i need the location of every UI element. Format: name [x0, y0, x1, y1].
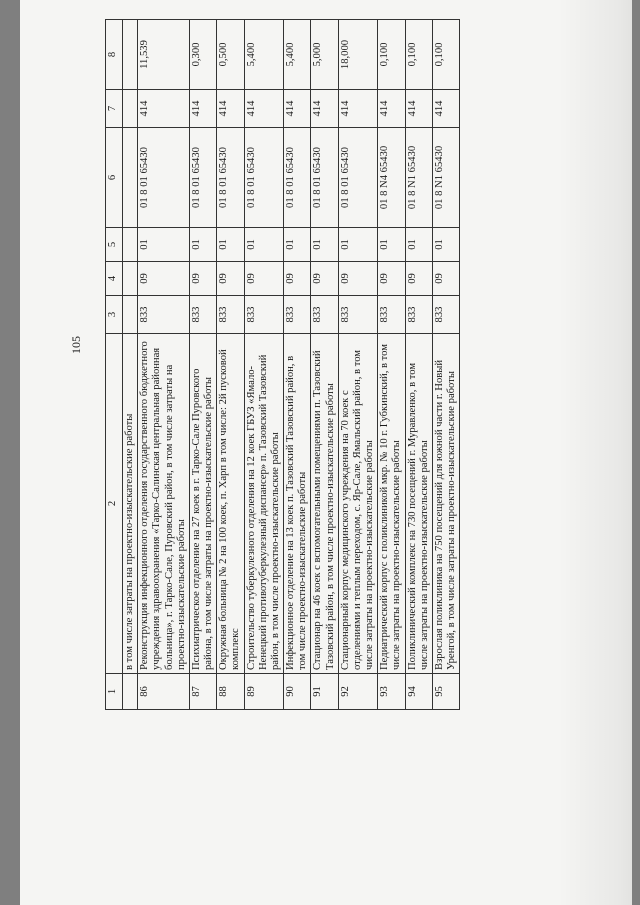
object-name: Поликлинический комплекс на 730 посещений г. Муравленко, в том числе затраты на проектно-изыскательские работы: [405, 334, 432, 674]
code-section: 09: [217, 262, 244, 296]
code-target-article: 01 8 01 65430: [311, 128, 338, 228]
code-target-article: 01 8 N1 65430: [432, 128, 459, 228]
amount: 0,300: [189, 20, 216, 90]
code-subsection: 01: [432, 228, 459, 262]
amount: 18,000: [338, 20, 378, 90]
budget-table: [105, 19, 460, 710]
code-target-article: 01 8 01 65430: [217, 128, 244, 228]
code-expense-type: 414: [311, 90, 338, 128]
code-section: 09: [378, 262, 405, 296]
amount: 0,500: [217, 20, 244, 90]
code-subsection: 01: [138, 228, 190, 262]
code-expense-type: 414: [432, 90, 459, 128]
code-target-article: 01 8 01 65430: [138, 128, 190, 228]
code-subsection: 01: [284, 228, 311, 262]
header-cell: 1: [106, 674, 123, 710]
intro-row: [123, 20, 138, 710]
table-row: [338, 20, 378, 710]
empty-cell: [123, 20, 138, 90]
scan-shadow: [558, 0, 632, 905]
row-number: 91: [311, 674, 338, 710]
code-section: 09: [405, 262, 432, 296]
empty-cell: [123, 296, 138, 334]
table-row: [244, 20, 284, 710]
code-ministry: 833: [217, 296, 244, 334]
rotated-table-wrapper: [105, 20, 525, 710]
intro-text: в том числе затраты на проектно-изыскательские работы: [123, 334, 138, 674]
object-name: Реконструкция инфекционного отделения государственного бюджетного учреждения здравоохранения «Тарко-Салинская центральная районная больница», г. Тарко-Сале, Пуровский район, в том числе затраты на проектно-изыскательские работы: [138, 334, 190, 674]
row-number: 90: [284, 674, 311, 710]
code-target-article: 01 8 N1 65430: [405, 128, 432, 228]
row-number: 94: [405, 674, 432, 710]
code-ministry: 833: [244, 296, 284, 334]
code-subsection: 01: [338, 228, 378, 262]
code-target-article: 01 8 01 65430: [244, 128, 284, 228]
header-cell: 4: [106, 262, 123, 296]
object-name: Стационарный корпус медицинского учреждения на 70 коек с отделениями и теплым переходом, с. Яр-Сале, Ямальский район, в том числе затраты на проектно-изыскательские работы: [338, 334, 378, 674]
row-number: 88: [217, 674, 244, 710]
code-section: 09: [244, 262, 284, 296]
code-target-article: 01 8 01 65430: [284, 128, 311, 228]
code-expense-type: 414: [405, 90, 432, 128]
header-cell: 8: [106, 20, 123, 90]
code-target-article: 01 8 N4 65430: [378, 128, 405, 228]
code-subsection: 01: [244, 228, 284, 262]
code-section: 09: [338, 262, 378, 296]
empty-cell: [123, 674, 138, 710]
object-name: Окружная больница № 2 на 100 коек, п. Харп в том числе: 2й пусковой комплекс: [217, 334, 244, 674]
code-target-article: 01 8 01 65430: [338, 128, 378, 228]
header-cell: 7: [106, 90, 123, 128]
code-ministry: 833: [378, 296, 405, 334]
object-name: Психиатрическое отделение на 27 коек в г. Тарко-Сале Пуровского района, в том числе затраты на проектно-изыскательские работы: [189, 334, 216, 674]
code-section: 09: [138, 262, 190, 296]
empty-cell: [123, 228, 138, 262]
table-row: [138, 20, 190, 710]
code-section: 09: [311, 262, 338, 296]
table-row: [311, 20, 338, 710]
amount: 11,539: [138, 20, 190, 90]
code-expense-type: 414: [217, 90, 244, 128]
code-subsection: 01: [189, 228, 216, 262]
code-ministry: 833: [284, 296, 311, 334]
document-page: [20, 0, 632, 905]
code-expense-type: 414: [378, 90, 405, 128]
header-cell: 6: [106, 128, 123, 228]
code-expense-type: 414: [189, 90, 216, 128]
table-row: [189, 20, 216, 710]
header-cell: 2: [106, 334, 123, 674]
code-ministry: 833: [138, 296, 190, 334]
page-number: 105: [69, 336, 83, 354]
row-number: 89: [244, 674, 284, 710]
row-number: 95: [432, 674, 459, 710]
header-cell: 5: [106, 228, 123, 262]
object-name: Стационар на 46 коек с вспомогательными помещениями п. Тазовский Тазовский район, в том числе проектно-изыскательские работы: [311, 334, 338, 674]
code-ministry: 833: [432, 296, 459, 334]
empty-cell: [123, 90, 138, 128]
row-number: 93: [378, 674, 405, 710]
header-cell: 3: [106, 296, 123, 334]
amount: 5,400: [284, 20, 311, 90]
object-name: Инфекционное отделение на 13 коек п. Тазовский Тазовский район, в том числе проектно-изыскательские работы: [284, 334, 311, 674]
empty-cell: [123, 262, 138, 296]
header-row: [106, 20, 123, 710]
table-row: [432, 20, 459, 710]
code-ministry: 833: [338, 296, 378, 334]
row-number: 92: [338, 674, 378, 710]
table-row: [378, 20, 405, 710]
code-expense-type: 414: [138, 90, 190, 128]
code-subsection: 01: [217, 228, 244, 262]
row-number: 87: [189, 674, 216, 710]
amount: 0,100: [432, 20, 459, 90]
table-row: [217, 20, 244, 710]
row-number: 86: [138, 674, 190, 710]
code-subsection: 01: [405, 228, 432, 262]
code-section: 09: [432, 262, 459, 296]
code-target-article: 01 8 01 65430: [189, 128, 216, 228]
code-ministry: 833: [189, 296, 216, 334]
amount: 5,400: [244, 20, 284, 90]
table-row: [284, 20, 311, 710]
code-expense-type: 414: [338, 90, 378, 128]
amount: 0,100: [405, 20, 432, 90]
amount: 0,100: [378, 20, 405, 90]
object-name: Педиатрический корпус с поликлиникой мкр. № 10 г. Губкинский, в том числе затраты на проектно-изыскательские работы: [378, 334, 405, 674]
code-expense-type: 414: [244, 90, 284, 128]
amount: 5,000: [311, 20, 338, 90]
empty-cell: [123, 128, 138, 228]
code-ministry: 833: [405, 296, 432, 334]
object-name: Строительство туберкулезного отделения на 12 коек ГБУЗ «Ямало-Ненецкий противотуберкулезный диспансер» п. Тазовский Тазовский район, в том числе проектно-изыскательские работы: [244, 334, 284, 674]
code-expense-type: 414: [284, 90, 311, 128]
code-ministry: 833: [311, 296, 338, 334]
code-section: 09: [284, 262, 311, 296]
code-section: 09: [189, 262, 216, 296]
code-subsection: 01: [378, 228, 405, 262]
table-row: [405, 20, 432, 710]
object-name: Взрослая поликлиника на 750 посещений для южной части г. Новый Уренгой, в том числе затраты на проектно-изыскательские работы: [432, 334, 459, 674]
code-subsection: 01: [311, 228, 338, 262]
